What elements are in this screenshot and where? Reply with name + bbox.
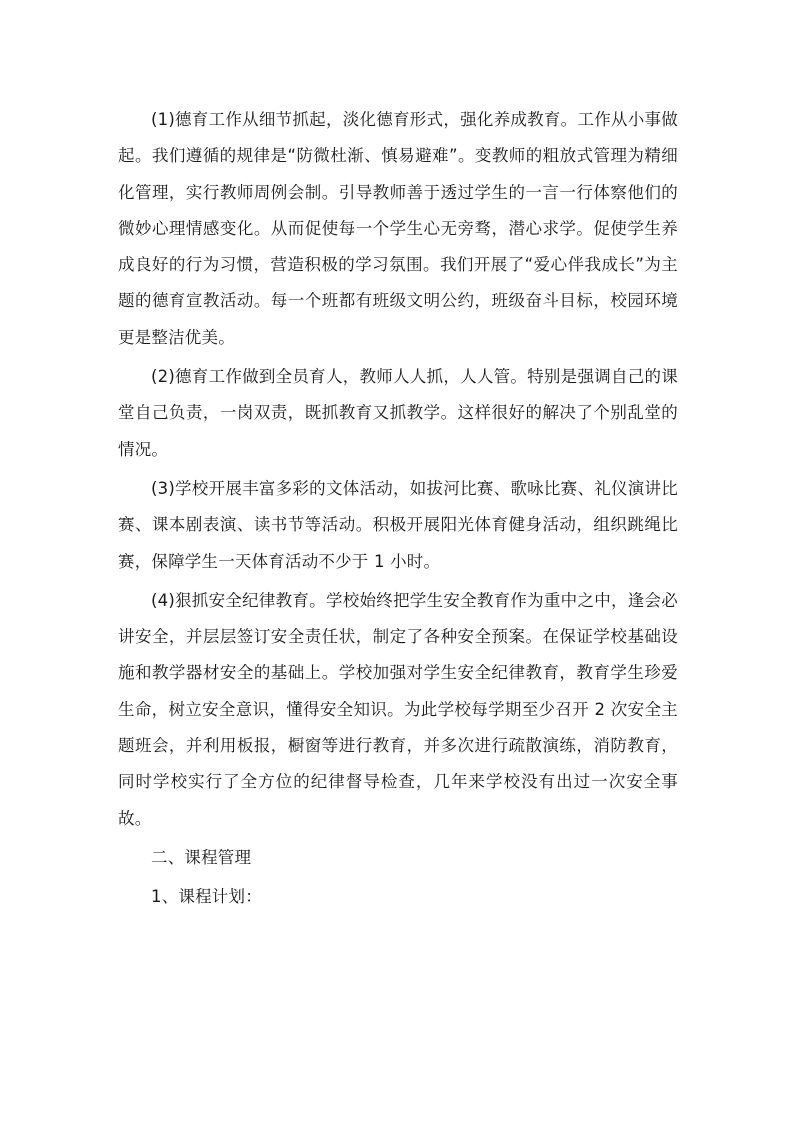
subheading-curriculum-plan: 1、课程计划： — [151, 887, 262, 907]
section-heading-curriculum-management: 二、课程管理 — [151, 847, 252, 867]
paragraph-all-staff-education: (2)德育工作做到全员育人，教师人人抓，人人管。特别是强调自己的课堂自己负责，一岗双责，既抓教育又抓教学。这样很好的解决了个别乱堂的情况。 — [118, 367, 678, 459]
document-body — [118, 102, 678, 919]
paragraph-moral-education-details: (1)德育工作从细节抓起，淡化德育形式，强化养成教育。工作从小事做起。我们遵循的规律是“防微杜渐、慎易避难”。变教师的粗放式管理为精细化管理，实行教师周例会制。引导教师善于透过学生的一言一行体察他们的微妙心理情感变化。从而促使每一个学生心无旁骛，潜心求学。促使学生养成良好的行为习惯，营造积极的学习氛围。我们开展了“爱心伴我成长”为主题的德育宣教活动。每一个班都有班级文明公约，班级奋斗目标，校园环境更是整洁优美。 — [118, 110, 678, 347]
paragraph-cultural-sports-activities: (3)学校开展丰富多彩的文体活动，如拔河比赛、歌咏比赛、礼仪演讲比赛、课本剧表演、读书节等活动。积极开展阳光体育健身活动，组织跳绳比赛，保障学生一天体育活动不少于 1 小时。 — [118, 478, 678, 571]
paragraph-safety-discipline: (4)狠抓安全纪律教育。学校始终把学生安全教育作为重中之中，逢会必讲安全，并层层签订安全责任状，制定了各种安全预案。在保证学校基础设施和教学器材安全的基础上。学校加强对学生安全纪律教育，教育学生珍爱生命，树立安全意识，懂得安全知识。为此学校每学期至少召开 2 次安全主题班会，并利用板报，橱窗等进行教育，并多次进行疏散演练，消防教育，同时学校实行了全方位的纪律督导检查，几年来学校没有出过一次安全事故。 — [118, 590, 678, 828]
